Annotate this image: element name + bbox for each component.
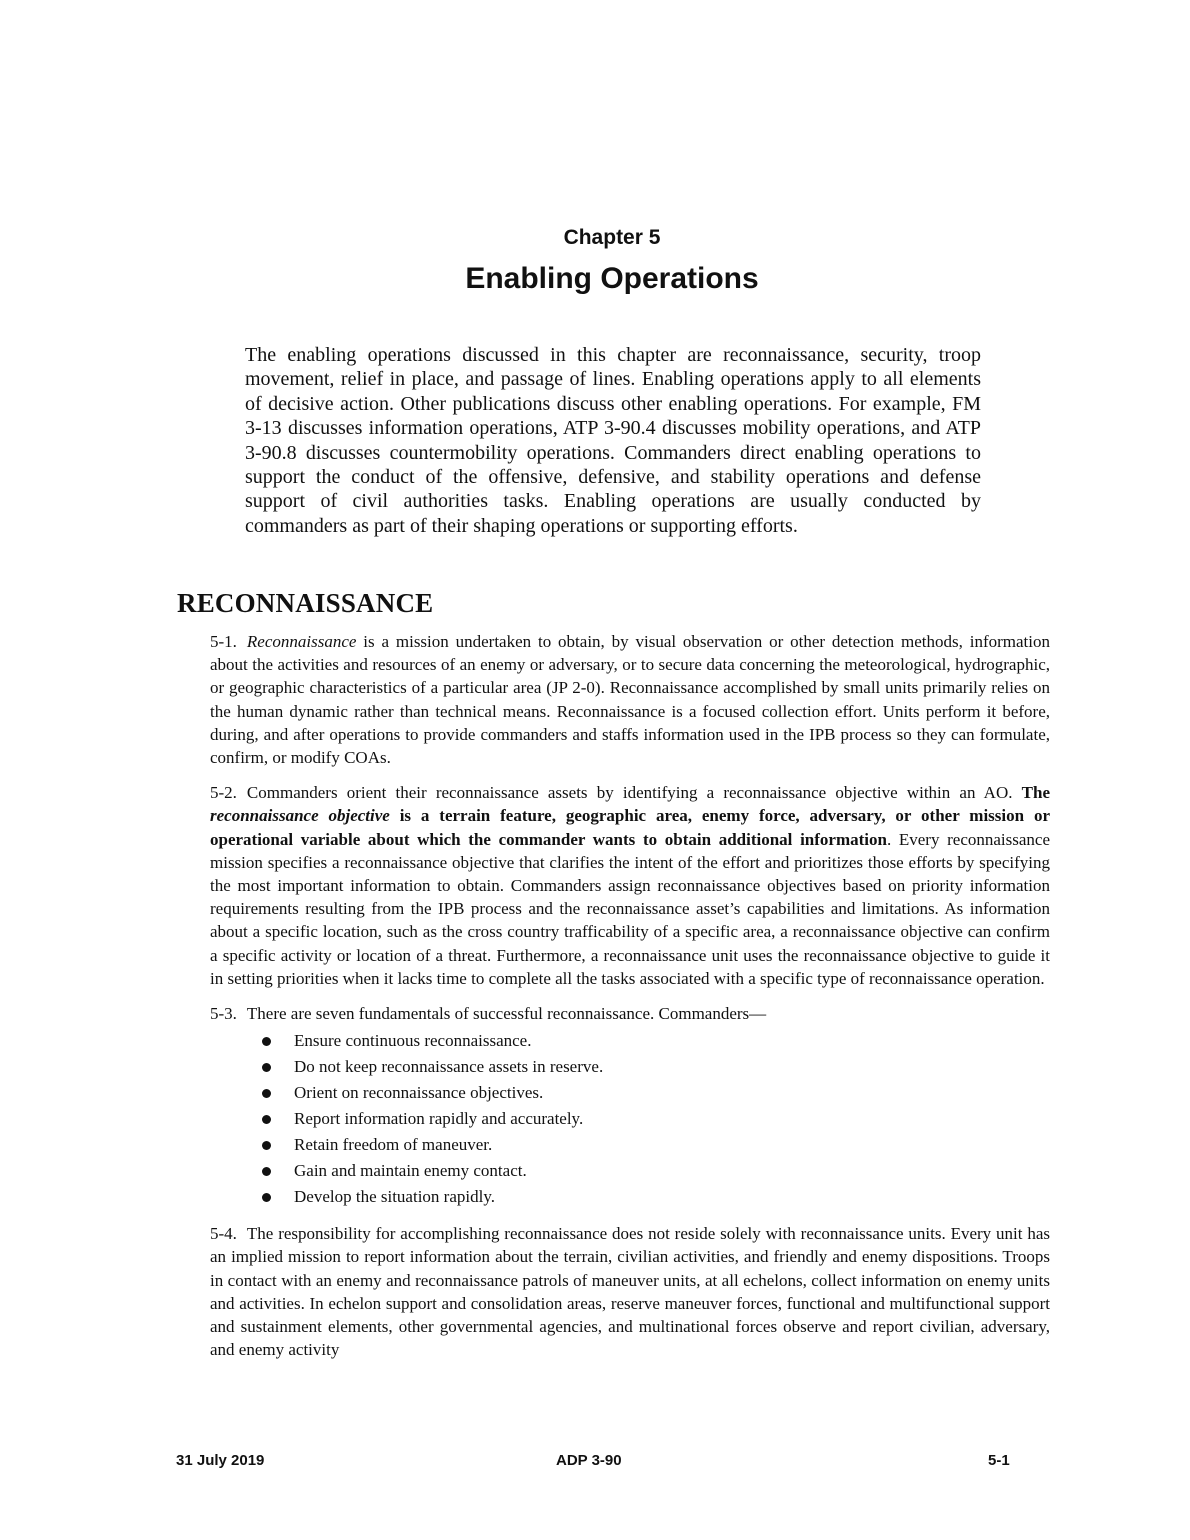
fundamentals-list	[210, 1028, 1050, 1210]
footer-publication: ADP 3-90	[556, 1452, 622, 1469]
section-heading: RECONNAISSANCE	[177, 588, 434, 618]
definition-text: is a terrain feature, geographic area, enemy force, adversary, or other mission or operational variable about which the commander wants to obtain additional information	[210, 806, 1051, 849]
defined-term: Reconnaissance	[246, 632, 357, 651]
footer-date: 31 July 2019	[176, 1452, 265, 1469]
bullet-icon	[262, 1141, 271, 1150]
paragraph-5-1	[210, 630, 1050, 769]
paragraph-number: 5-1.	[210, 632, 237, 651]
list-item: Report information rapidly and accurately.	[210, 1106, 1050, 1132]
paragraph-text: There are seven fundamentals of successful reconnaissance. Commanders—	[246, 1004, 767, 1024]
paragraph-5-3	[210, 1002, 1050, 1025]
paragraph-5-4	[210, 1222, 1050, 1361]
paragraph-number: 5-4.	[210, 1224, 237, 1244]
bullet-icon	[262, 1167, 271, 1176]
list-item: Develop the situation rapidly.	[210, 1184, 1050, 1210]
paragraph-number: 5-3.	[210, 1004, 237, 1024]
paragraph-lead: Commanders orient their reconnaissance assets by identifying a reconnaissance objective within an AO.	[246, 783, 1022, 803]
section-body	[210, 630, 1050, 1373]
definition-start: The	[1021, 783, 1050, 803]
paragraph-text: is a mission undertaken to obtain, by visual observation or other detection methods, information about the activities and resources of an enemy or adversary, or to secure data concerning the meteorological, hydrographic, or geographic characteristics of a particular area (JP 2-0). Reconnaissance accomplished by small units primarily relies on the human dynamic rather than technical means. Reconnaissance is a focused collection effort. Units perform it before, during, and after operations to provide commanders and staffs information used in the IPB process so they can formulate, confirm, or modify COAs.	[210, 632, 1050, 768]
bullet-icon	[262, 1037, 271, 1046]
bullet-icon	[262, 1115, 271, 1124]
chapter-intro: The enabling operations discussed in this chapter are reconnaissance, security, troop movement, relief in place, and passage of lines. Enabling operations apply to all elements of decisive action. Other publications discuss other enabling operations. For example, FM 3-13 discusses information operations, ATP 3-90.4 discusses mobility operations, and ATP 3-90.8 discusses countermobility operations. Commanders direct enabling operations to support the conduct of the offensive, defensive, and stability operations and defense support of civil authorities tasks. Enabling operations are usually conducted by commanders as part of their shaping operations or supporting efforts.	[245, 344, 981, 537]
list-item: Do not keep reconnaissance assets in reserve.	[210, 1054, 1050, 1080]
bullet-icon	[262, 1193, 271, 1202]
defined-term: reconnaissance objective	[210, 806, 390, 826]
list-item: Gain and maintain enemy contact.	[210, 1158, 1050, 1184]
chapter-label: Chapter 5	[563, 226, 661, 249]
paragraph-text: The responsibility for accomplishing reconnaissance does not reside solely with reconnaissance units. Every unit has an implied mission to report information about the terrain, civilian activities, and friendly and enemy dispositions. Troops in contact with an enemy and reconnaissance patrols of maneuver units, at all echelons, collect information on enemy units and activities. In echelon support and consolidation areas, reserve maneuver forces, functional and multifunctional support and sustainment elements, other governmental agencies, and multinational forces observe and report civilian, adversary, and enemy activity	[210, 1224, 1050, 1360]
chapter-title: Enabling Operations	[465, 262, 759, 295]
list-item: Orient on reconnaissance objectives.	[210, 1080, 1050, 1106]
list-item: Retain freedom of maneuver.	[210, 1132, 1050, 1158]
bullet-icon	[262, 1063, 271, 1072]
paragraph-5-2	[210, 781, 1050, 990]
paragraph-number: 5-2.	[210, 783, 237, 803]
footer-page-number: 5-1	[988, 1452, 1010, 1469]
bullet-icon	[262, 1089, 271, 1098]
list-item: Ensure continuous reconnaissance.	[210, 1028, 1050, 1054]
paragraph-text: . Every reconnaissance mission specifies a reconnaissance objective that clarifies the intent of the effort and prioritizes those efforts by specifying the most important information to obtain. Commanders assign reconnaissance objectives based on priority information requirements resulting from the IPB process and the reconnaissance asset’s capabilities and limitations. As information about a specific location, such as the cross country trafficability of a specific area, a reconnaissance objective can confirm a specific activity or location of a threat. Furthermore, a reconnaissance unit uses the reconnaissance objective to guide it in setting priorities when it lacks time to complete all the tasks associated with a specific type of reconnaissance operation.	[210, 829, 1050, 988]
